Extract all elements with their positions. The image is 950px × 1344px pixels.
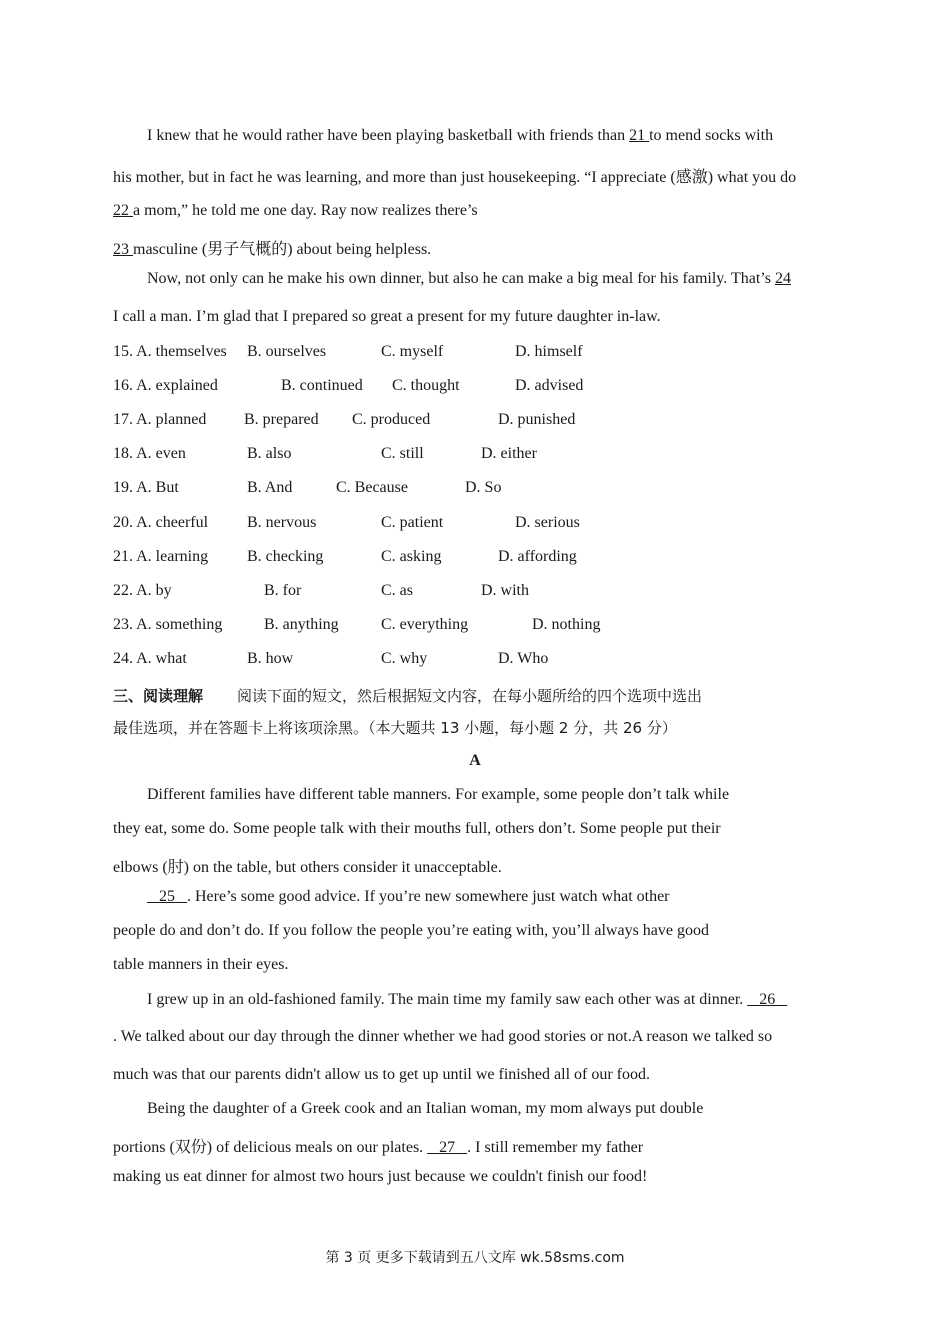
option-d: D. serious	[515, 514, 580, 531]
option-b: B. nervous	[247, 514, 317, 531]
blank-24: 24	[774, 270, 791, 287]
option-d: D. punished	[498, 411, 576, 428]
option-b: B. for	[264, 582, 302, 599]
passage-line: I call a man. I’m glad that I prepared so great a present for my future daughter in-law.	[113, 308, 661, 325]
option-d: D. nothing	[532, 616, 601, 633]
option-c: C. Because	[336, 479, 408, 496]
section-instructions-cont: 最佳选项，并在答题卡上将该项涂黑。（本大题共 13 小题，每小题 2 分，共 26 分）	[113, 719, 677, 737]
passage-text: a mom,” he told me one day. Ray now realizes there’s	[133, 202, 478, 219]
passage-line: table manners in their eyes.	[113, 956, 289, 973]
passage-line	[113, 236, 431, 259]
option-a: 15. A. themselves	[113, 343, 227, 360]
option-c: C. still	[381, 445, 424, 462]
passage-line: . We talked about our day through the dinner whether we had good stories or not.A reason we talked so	[113, 1028, 773, 1045]
passage-line	[113, 1134, 643, 1157]
option-b: B. how	[247, 650, 294, 667]
option-a: 20. A. cheerful	[113, 514, 209, 531]
passage-line	[147, 888, 670, 906]
option-d: D. with	[481, 582, 529, 599]
passage-line: Being the daughter of a Greek cook and an Italian woman, my mom always put double	[147, 1100, 704, 1117]
passage-line: Different families have different table manners. For example, some people don’t talk while	[147, 786, 730, 803]
blank-21: 21	[629, 127, 650, 144]
option-b: B. prepared	[244, 411, 319, 428]
passage-text: I grew up in an old-fashioned family. The main time my family saw each other was at dinner.	[147, 991, 748, 1008]
option-a: 19. A. But	[113, 479, 179, 496]
section-heading-row	[113, 685, 702, 706]
option-a: 16. A. explained	[113, 377, 218, 394]
section-title: 三、阅读理解	[113, 687, 204, 705]
passage-line	[147, 127, 773, 145]
option-d: D. advised	[515, 377, 584, 394]
page-footer: 第 3 页 更多下载请到五八文库 wk.58sms.com	[325, 1250, 625, 1266]
passage-line: elbows (肘) on the table, but others consider it unacceptable.	[113, 859, 502, 876]
section-instructions: 阅读下面的短文，然后根据短文内容，在每小题所给的四个选项中选出	[237, 687, 703, 705]
option-b: B. checking	[247, 548, 324, 565]
blank-25: 25	[147, 888, 187, 905]
passage-text: . Here’s some good advice. If you’re new somewhere just watch what other	[187, 888, 670, 905]
option-d: D. himself	[515, 343, 583, 360]
passage-line: much was that our parents didn't allow us to get up until we finished all of our food.	[113, 1066, 651, 1083]
option-a: 18. A. even	[113, 445, 186, 462]
option-d: D. Who	[498, 650, 549, 667]
passage-line	[147, 270, 791, 288]
option-c: C. thought	[392, 377, 460, 394]
passage-line: his mother, but in fact he was learning, and more than just housekeeping. “I appreciate (感激) what you do	[113, 169, 797, 186]
option-a: 21. A. learning	[113, 548, 209, 565]
option-a: 23. A. something	[113, 616, 223, 633]
option-b: B. anything	[264, 616, 339, 633]
passage-line	[147, 991, 787, 1009]
option-c: C. why	[381, 650, 428, 667]
option-d: D. either	[481, 445, 537, 462]
option-b: B. And	[247, 479, 293, 496]
option-a: 22. A. by	[113, 582, 172, 599]
option-a: 24. A. what	[113, 650, 187, 667]
option-b: B. also	[247, 445, 292, 462]
option-c: C. asking	[381, 548, 442, 565]
option-c: C. myself	[381, 343, 444, 360]
option-c: C. as	[381, 582, 413, 599]
passage-text: I knew that he would rather have been playing basketball with friends than	[147, 127, 630, 144]
passage-line: people do and don’t do. If you follow the people you’re eating with, you’ll always have good	[113, 922, 710, 939]
passage-text: masculine (男子气概的) about being helpless.	[133, 241, 432, 258]
passage-text: Now, not only can he make his own dinner, but also he can make a big meal for his family. That’s	[147, 270, 775, 287]
option-c: C. everything	[381, 616, 469, 633]
option-c: C. produced	[352, 411, 431, 428]
passage-text: . I still remember my father	[467, 1139, 644, 1156]
option-c: C. patient	[381, 514, 444, 531]
passage-text: to mend socks with	[649, 127, 774, 144]
option-b: B. ourselves	[247, 343, 327, 360]
option-d: D. affording	[498, 548, 577, 565]
blank-26: 26	[747, 991, 788, 1008]
part-label: A	[469, 752, 481, 769]
passage-line: making us eat dinner for almost two hours just because we couldn't finish our food!	[113, 1168, 648, 1185]
option-b: B. continued	[281, 377, 363, 394]
blank-22: 22	[113, 202, 133, 219]
option-a: 17. A. planned	[113, 411, 207, 428]
passage-line: they eat, some do. Some people talk with their mouths full, others don’t. Some people put their	[113, 820, 721, 837]
option-d: D. So	[465, 479, 502, 496]
passage-line	[113, 202, 478, 220]
passage-text: portions (双份) of delicious meals on our plates.	[113, 1139, 428, 1156]
blank-27: 27	[427, 1139, 468, 1156]
blank-23: 23	[113, 241, 133, 258]
